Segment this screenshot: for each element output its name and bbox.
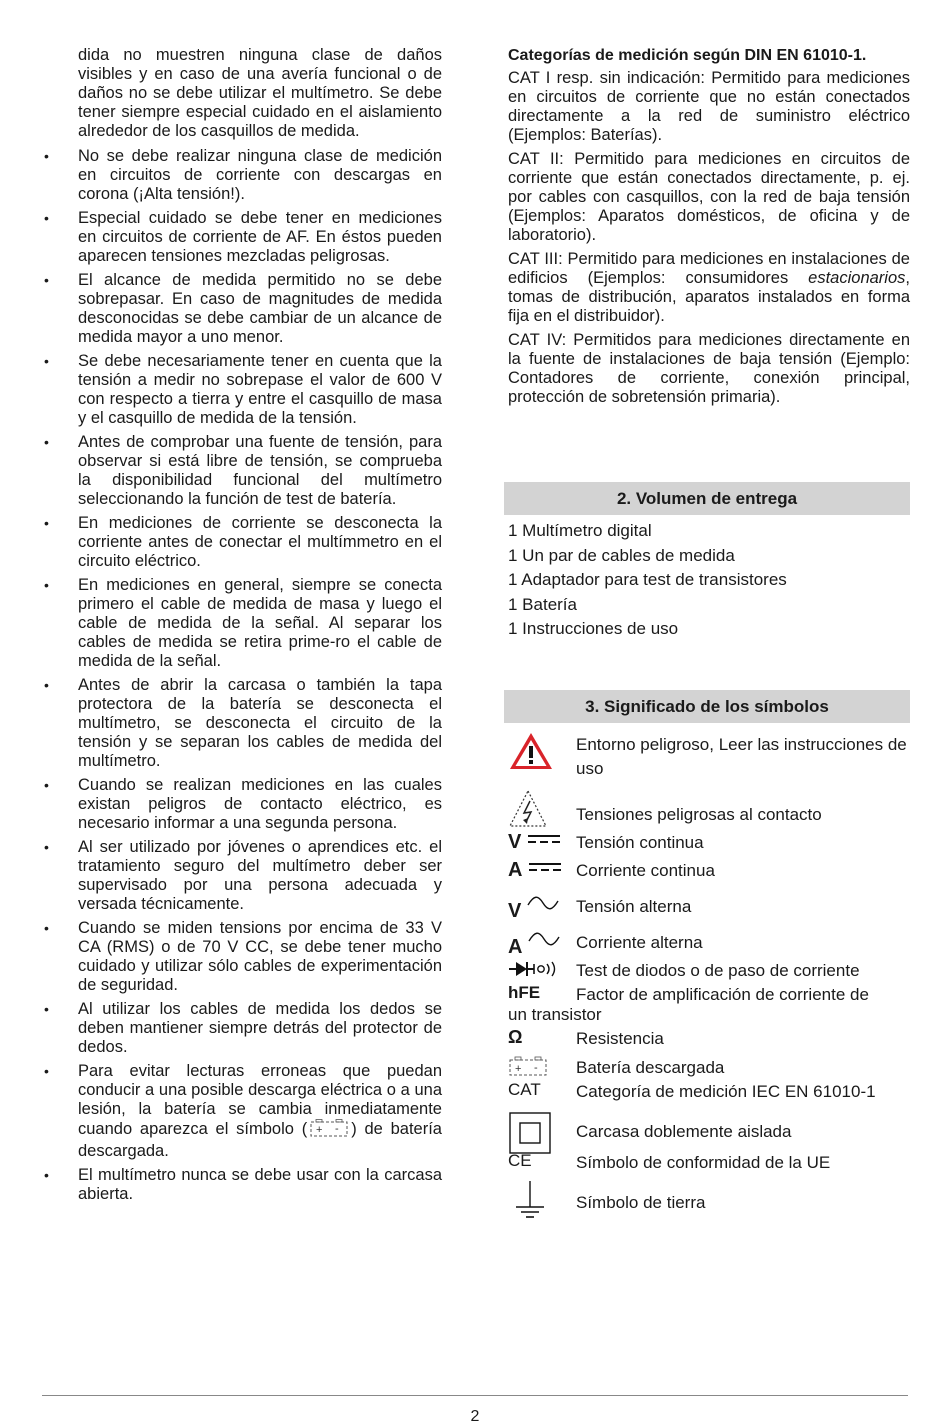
bullet-glyph: • [44, 577, 49, 593]
dc-current-icon [508, 859, 568, 882]
battery-plus-label: + [316, 1124, 323, 1136]
bullet-glyph: • [44, 839, 49, 855]
list-item [42, 1166, 442, 1204]
ce-mark-icon [508, 1151, 568, 1171]
list-item [42, 514, 442, 571]
warning-triangle-icon [508, 731, 568, 776]
bullet-text: El alcance de medida permitido no se debe sobrepasar. En caso de magnitudes de medida desconocidas se debe cambiar de un alcance de medida mayor a uno menor. [78, 271, 442, 346]
symbol-description: Tensión alterna [576, 897, 692, 916]
list-item: 1 Multímetro digital [508, 521, 652, 540]
list-item [42, 147, 442, 204]
bullet-glyph: • [44, 677, 49, 693]
symbol-description: Símbolo de tierra [576, 1193, 706, 1212]
bullet-glyph: • [44, 777, 49, 793]
cat-icon [508, 1080, 568, 1100]
ac-current-icon [508, 931, 568, 959]
diode-continuity-icon [508, 959, 568, 984]
ac-current-glyph: A [508, 936, 523, 958]
left-column [42, 46, 442, 1209]
symbol-description: Categoría de medición IEC EN 61010-1 [576, 1082, 876, 1101]
battery-minus-label: - [335, 1123, 339, 1135]
hfe-icon [508, 983, 568, 1003]
cat-paragraph [508, 250, 910, 326]
bullet-glyph: • [44, 434, 49, 450]
delivery-list [508, 519, 910, 642]
dc-voltage-icon [508, 831, 568, 854]
dc-voltage-glyph: V [508, 831, 522, 853]
bullet-glyph: • [44, 1063, 49, 1079]
bullet-text: Cuando se realizan mediciones en las cuales existan peligros de contacto eléctrico, es necesario informar a una segunda persona. [78, 776, 442, 832]
bullet-glyph: • [44, 272, 49, 288]
list-item [42, 919, 442, 995]
list-item: 1 Un par de cables de medida [508, 545, 735, 565]
list-item [42, 838, 442, 914]
symbol-description: Tensiones peligrosas al contacto [576, 805, 822, 824]
symbol-description: Corriente alterna [576, 933, 703, 952]
symbol-description: Factor de amplificación de corriente de [576, 985, 869, 1004]
dc-current-glyph: A [508, 859, 523, 881]
cat3-text: CAT III: Permitido para mediciones en instalaciones de edificios (Ejemplos: consumidores [508, 250, 910, 287]
safety-bullet-list [42, 147, 442, 1204]
bullet-text: Cuando se miden tensions por encima de 33 V CA (RMS) o de 70 V CC, se debe tener mucho cuidado y utilizar sólo cables de experimentación de seguridad. [78, 919, 442, 994]
symbol-description: Test de diodos o de paso de corriente [576, 961, 860, 980]
safety-intro-continuation: dida no muestren ninguna clase de daños visibles y en caso de una avería funcional o de daños no se debe utilizar el multímetro. Se debe tener siempre especial cuidado en el aislamiento alrededor de los casquillos de medida. [78, 46, 442, 140]
hfe-code: hFE [508, 983, 541, 1002]
bullet-glyph: • [44, 210, 49, 226]
list-item [42, 1000, 442, 1057]
list-item [42, 271, 442, 347]
bullet-text: Antes de comprobar una fuente de tensión, para observar si está libre de tensión, se comprueba la disponibilidad funcional del multímetro seleccionando la función de test de batería. [78, 433, 442, 508]
bullet-text: Se debe necesariamente tener en cuenta que la tensión a medir no sobrepase el valor de 600 V con respecto a tierra y entre el casquillo de masa y el casquillo de medida de la tensión. [78, 352, 442, 427]
list-item: 1 Instrucciones de uso [508, 619, 679, 639]
ce-code: CE [508, 1151, 532, 1170]
list-item [42, 1062, 442, 1161]
symbol-description: Carcasa doblemente aislada [576, 1122, 792, 1141]
bullet-glyph: • [44, 1167, 49, 1183]
symbols-section [508, 690, 910, 1212]
cat3-italic: estacionarios [808, 269, 906, 287]
electric-shock-icon [508, 789, 568, 834]
cat3-text-end: , tomas de distribución, aparatos instalados en forma fija en el distribuidor). [508, 269, 910, 325]
bullet-glyph: • [44, 515, 49, 531]
cat-paragraph: CAT I resp. sin indicación: Permitido para mediciones en circuitos de corriente que no están conectados directamente a la red de suministro eléctrico (Ejemplos: Baterías). [508, 69, 910, 144]
bullet-text: En mediciones de corriente se desconecta la corriente antes de conectar el multímmetro en el circuito eléctrico. [78, 514, 442, 570]
cat-paragraph: CAT II: Permitido para mediciones en circuitos de corriente que están conectados directamente, p. ej. por cables con casquillos, con la red de baja tensión (Ejemplos: Aparatos domésticos, de oficina y de laboratorio). [508, 150, 910, 244]
list-item [42, 352, 442, 428]
bullet-text: Al ser utilizado por jóvenes o aprendices etc. el tratamiento seguro del multímetro deber ser supervisado por una persona adecuada y versada técnicamente. [78, 838, 442, 913]
ohm-icon [508, 1027, 568, 1048]
symbol-description-continued: un transistor [508, 1005, 602, 1024]
battery-minus-label: - [534, 1062, 538, 1074]
delivery-heading: 2. Volumen de entrega [504, 482, 910, 515]
bullet-text: El multímetro nunca se debe usar con la carcasa abierta. [78, 1166, 442, 1203]
delivery-section [508, 482, 910, 642]
symbols-heading: 3. Significado de los símbolos [504, 690, 910, 723]
symbol-description: Entorno peligroso, Leer las instrucciones de uso [576, 735, 907, 778]
list-item: 1 Adaptador para test de transistores [508, 570, 787, 590]
bullet-glyph: • [44, 148, 49, 164]
ground-icon [508, 1179, 568, 1228]
right-column [508, 46, 910, 1212]
battery-low-icon [309, 1119, 349, 1142]
bullet-glyph: • [44, 1001, 49, 1017]
bullet-text-end: ) de batería descargada. [78, 1120, 442, 1160]
cat-code: CAT [508, 1080, 541, 1099]
list-item [42, 676, 442, 771]
symbol-description: Corriente continua [576, 861, 715, 880]
list-item [42, 433, 442, 509]
bullet-text: No se debe realizar ninguna clase de medición en circuitos de corriente con descargas en corona (¡Alta tensión!). [78, 147, 442, 203]
list-item: 1 Batería [508, 594, 577, 614]
symbol-description: Símbolo de conformidad de la UE [576, 1153, 831, 1172]
bullet-glyph: • [44, 353, 49, 369]
bullet-text: Al utilizar los cables de medida los dedos se deben mantiener siempre detrás del protector de dedos. [78, 1000, 442, 1056]
battery-low-icon [508, 1056, 568, 1081]
bullet-text: En mediciones en general, siempre se conecta primero el cable de medida de masa y luego el cable de medida de la señal. Al separar los cables de medida se retira prime-ro el cable de medida de la señal. [78, 576, 442, 670]
footer-divider [42, 1395, 908, 1396]
list-item [42, 209, 442, 266]
bullet-text-start: Para evitar lecturas erroneas que puedan conducir a una posible descarga eléctrica o a una lesión, la batería se cambia inmediatamente cuando aparezca el símbolo ( [78, 1062, 442, 1138]
ohm-glyph: Ω [508, 1027, 523, 1047]
bullet-glyph: • [44, 920, 49, 936]
symbol-description: Tensión continua [576, 833, 704, 852]
bullet-text: Especial cuidado se debe tener en mediciones en circuitos de corriente de AF. En éstos pueden aparecen tensiones mezcladas peligrosas. [78, 209, 442, 265]
symbol-description: Resistencia [576, 1029, 664, 1048]
bullet-text: Antes de abrir la carcasa o también la tapa protectora de la batería se desconecta el multímetro, se desconecta el circuito de la tensión y se separan los cables de medida del multímetro. [78, 676, 442, 770]
list-item [42, 776, 442, 833]
ac-voltage-glyph: V [508, 900, 522, 922]
page-number: 2 [470, 1408, 480, 1425]
ac-voltage-icon [508, 895, 568, 923]
list-item [42, 576, 442, 671]
categories-title: Categorías de medición según DIN EN 61010-1. [508, 47, 867, 64]
cat-paragraph: CAT IV: Permitidos para mediciones directamente en la fuente de instalaciones de baja tensión (Ejemplo: Contadores de corriente, conexión principal, protección de sobretensión primaria). [508, 331, 910, 406]
symbol-description: Batería descargada [576, 1058, 725, 1077]
battery-plus-label: + [515, 1063, 522, 1075]
